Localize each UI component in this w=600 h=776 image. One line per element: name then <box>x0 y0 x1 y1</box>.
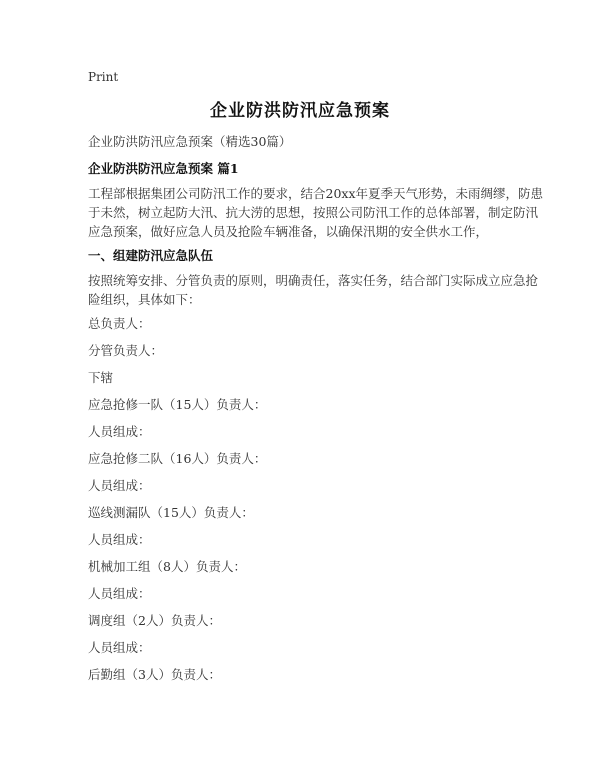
role-logistics-group-leader: 后勤组（3人）负责人： <box>88 667 221 682</box>
print-label[interactable]: Print <box>88 70 119 84</box>
role-repair-team-2-leader: 应急抢修二队（16人）负责人： <box>88 451 267 466</box>
role-repair-team-1-leader: 应急抢修一队（15人）负责人： <box>88 397 267 412</box>
principle-line-1: 按照统筹安排、分管负责的原则，明确责任，落实任务，结合部门实际成立应急抢 <box>88 273 539 288</box>
principle-line-2: 险组织，具体如下： <box>88 292 201 307</box>
role-repair-team-1-members: 人员组成： <box>88 424 151 439</box>
role-dispatch-group-members: 人员组成： <box>88 640 151 655</box>
intro-paragraph <box>88 184 544 241</box>
document-title: 企业防洪防汛应急预案 <box>210 101 390 121</box>
role-machining-group-leader: 机械加工组（8人）负责人： <box>88 559 246 574</box>
role-general-leader: 总负责人： <box>88 316 151 331</box>
intro-line-1: 工程部根据集团公司防汛工作的要求，结合20xx年夏季天气形势，未雨绸缪，防患 <box>88 186 544 201</box>
intro-line-3: 应急预案，做好应急人员及抢险车辆准备，以确保汛期的安全供水工作， <box>88 224 489 239</box>
principle-paragraph <box>88 271 539 309</box>
document-subtitle: 企业防洪防汛应急预案（精选30篇） <box>88 134 292 149</box>
part-heading: 一、组建防汛应急队伍 <box>88 248 214 263</box>
role-deputy-leader: 分管负责人： <box>88 343 164 358</box>
role-patrol-team-leader: 巡线测漏队（15人）负责人： <box>88 505 254 520</box>
role-patrol-team-members: 人员组成： <box>88 532 151 547</box>
role-dispatch-group-leader: 调度组（2人）负责人： <box>88 613 221 628</box>
role-repair-team-2-members: 人员组成： <box>88 478 151 493</box>
role-subordinate: 下辖 <box>88 370 114 385</box>
role-machining-group-members: 人员组成： <box>88 586 151 601</box>
intro-line-2: 于未然，树立起防大汛、抗大涝的思想，按照公司防汛工作的总体部署，制定防汛 <box>88 205 539 220</box>
section-heading: 企业防洪防汛应急预案 篇1 <box>88 161 239 176</box>
